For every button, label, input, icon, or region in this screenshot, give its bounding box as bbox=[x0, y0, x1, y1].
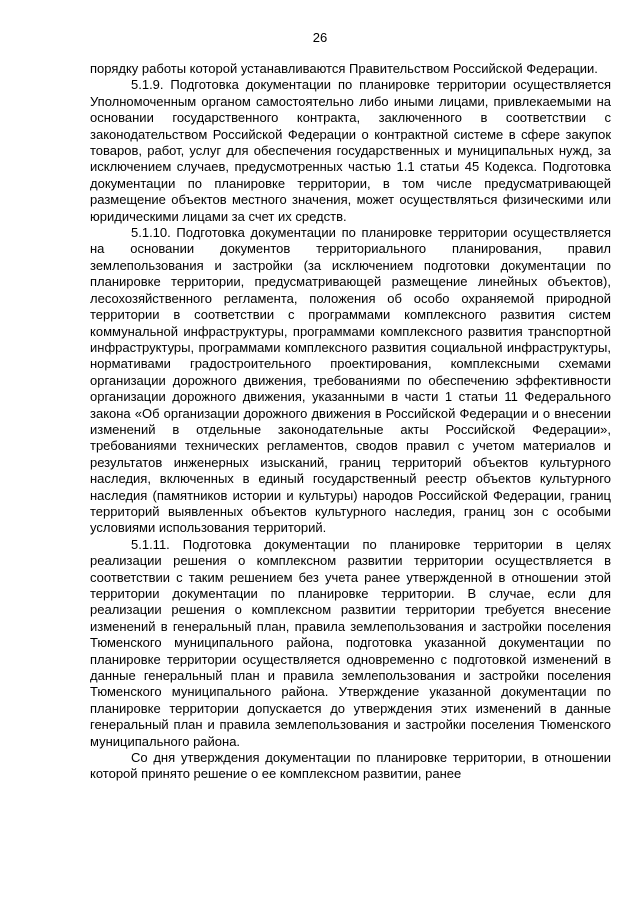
paragraph-continuation: порядку работы которой устанавливаются Правительством Российской Федерации. bbox=[90, 61, 598, 76]
page-number: 26 bbox=[312, 30, 328, 45]
paragraph-5-1-11: 5.1.11. Подготовка документации по планировке территории в целях реализации решения о комплексном развитии территории осуществляется в соответствии с таким решением без учета ранее утвержденной в отношении этой территории документации по планировке территории. В случае, если для реализации решения о комплексном развитии территории требуется внесение изменений в генеральный план, правила землепользования и застройки поселения Тюменского муниципального района, подготовка указанной документации по планировке территории осуществляется одновременно с подготовкой изменений в данные генеральный план и правила землепользования и застройки поселения Тюменского муниципального района. Утверждение указанной документации по планировке территории допускается до утверждения этих изменений в данные генеральный план и правила землепользования и застройки поселения Тюменского муниципального района. bbox=[90, 536, 611, 749]
paragraph-5-1-10: 5.1.10. Подготовка документации по планировке территории осуществляется на основании документов территориального планирования, правил землепользования и застройки (за исключением подготовки документации по планировке территории, предусматривающей размещение линейных объектов), лесохозяйственного регламента, положения об особо охраняемой природной территории в соответствии с программами комплексного развития систем коммунальной инфраструктуры, программами комплексного развития транспортной инфраструктуры, программами комплексного развития социальной инфраструктуры, нормативами градостроительного проектирования, комплексными схемами организации дорожного движения, требованиями по обеспечению эффективности организации дорожного движения, указанными в части 1 статьи 11 Федерального закона «Об организации дорожного движения в Российской Федерации и о внесении изменений в отдельные законодательные акты Российской Федерации», требованиями технических регламентов, сводов правил с учетом материалов и результатов инженерных изысканий, границ территорий объектов культурного наследия, включенных в единый государственный реестр объектов культурного наследия (памятников истории и культуры) народов Российской Федерации, границ территорий выявленных объектов культурного наследия, границ зон с особыми условиями использования территорий. bbox=[90, 225, 611, 536]
paragraph-5-1-9: 5.1.9. Подготовка документации по планировке территории осуществляется Уполномоченным органом самостоятельно либо иными лицами, привлекаемыми на основании государственного контракта, заключенного в соответствии с законодательством Российской Федерации о контрактной системе в сфере закупок товаров, работ, услуг для обеспечения государственных и муниципальных нужд, за исключением случаев, предусмотренных частью 1.1 статьи 45 Кодекса. Подготовка документации по планировке территории, в том числе предусматривающей размещение объектов местного значения, может осуществляться физическими или юридическими лицами за счет их средств. bbox=[90, 77, 611, 224]
paragraph-approval: Со дня утверждения документации по планировке территории, в отношении которой принято решение о ее комплексном развитии, ранее bbox=[90, 750, 611, 782]
document-body bbox=[90, 61, 611, 783]
